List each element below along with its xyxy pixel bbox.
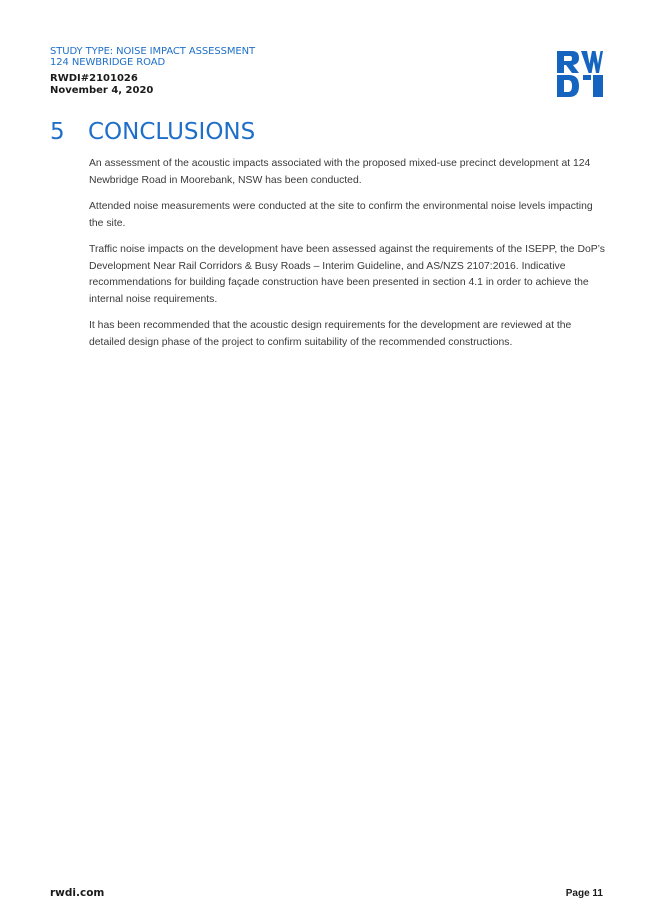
project-address: 124 NEWBRIDGE ROAD (50, 57, 166, 68)
paragraph: It has been recommended that the acoustic design requirements for the development are reviewed at the detailed design phase of the project to confirm suitability of the recommended constructions. (89, 320, 572, 348)
document-header (50, 46, 470, 97)
rwdi-logo (556, 50, 604, 98)
study-type-label: STUDY TYPE: NOISE IMPACT ASSESSMENT (50, 46, 255, 57)
paragraph: Attended noise measurements were conducted at the site to confirm the environmental noise levels impacting the site. (89, 201, 593, 229)
document-date: November 4, 2020 (50, 85, 154, 96)
footer-website: rwdi.com (50, 887, 105, 899)
section-heading (50, 117, 255, 147)
project-number: RWDI#2101026 (50, 73, 138, 84)
section-number: 5 (50, 119, 65, 145)
footer-page-number: Page 11 (565, 888, 603, 899)
paragraph: An assessment of the acoustic impacts associated with the proposed mixed-use precinct development at 124 Newbridge Road in Moorebank, NSW has been conducted. (89, 158, 591, 186)
section-title: CONCLUSIONS (88, 119, 256, 145)
paragraph: Traffic noise impacts on the development have been assessed against the requirements of the ISEPP, the DoP’s Development Near Rail Corridors & Busy Roads – Interim Guideline, and AS/NZS 2107:2016. Indicative recommendations for building façade construction have been presented in section 4.1 in order to achieve the internal noise requirements. (89, 244, 605, 305)
body-content (89, 156, 609, 361)
